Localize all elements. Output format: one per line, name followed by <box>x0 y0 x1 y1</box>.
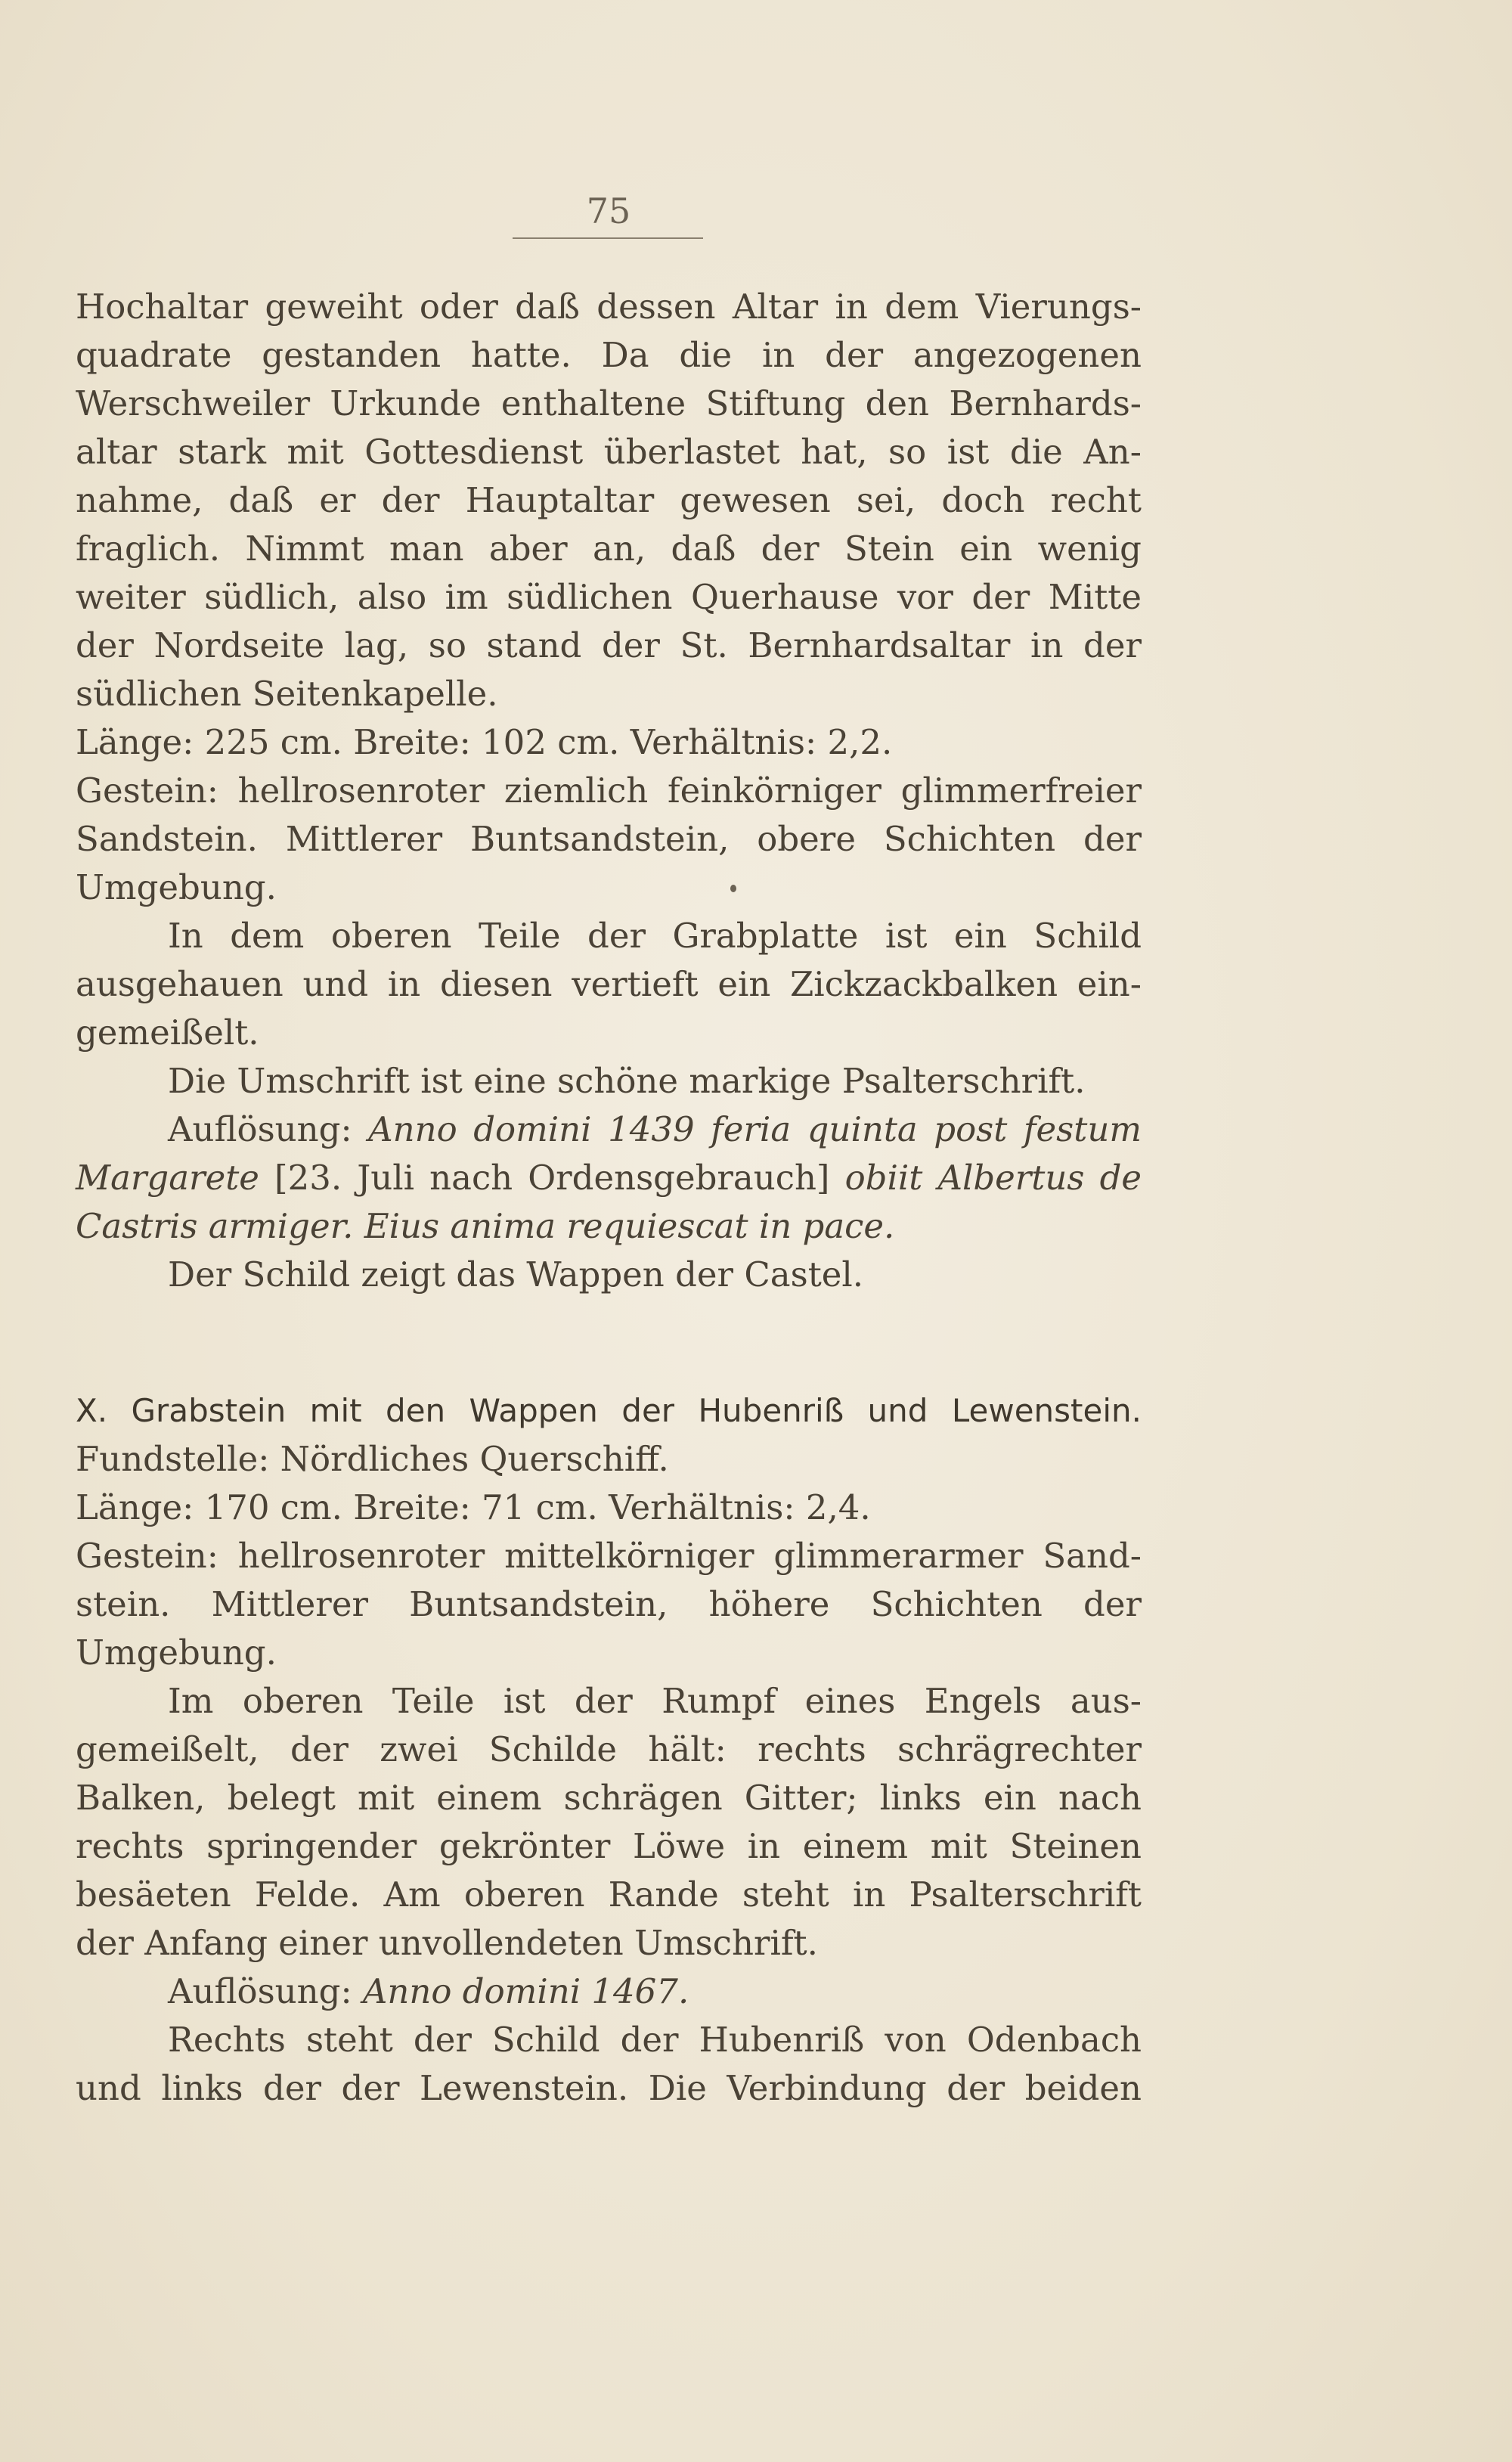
text-line: Fundstelle: Nördliches Querschiff. <box>76 1439 669 1479</box>
latin-inscription: Castris armiger. <box>76 1206 354 1246</box>
page-number-rule <box>513 237 703 239</box>
text-line: Werschweiler Urkunde enthaltene Stiftung den Bernhards- <box>76 383 1142 423</box>
text-line: Der Schild zeigt das Wappen der Castel. <box>168 1254 864 1295</box>
text-line: Balken, belegt mit einem schrägen Gitter; links ein nach <box>76 1778 1142 1818</box>
note-text: [23. Juli nach Ordensgebrauch] <box>259 1158 845 1198</box>
page-number: 75 <box>586 191 631 231</box>
text-line: und links der der Lewenstein. Die Verbindung der beiden <box>76 2068 1142 2108</box>
text-line: nahme, daß er der Hauptaltar gewesen sei, doch recht <box>76 480 1142 520</box>
latin-inscription: Eius anima requiescat in pace. <box>364 1206 895 1246</box>
text-line: In dem oberen Teile der Grabplatte ist ein Schild <box>168 916 1142 956</box>
text-line: Die Umschrift ist eine schöne markige Psalterschrift. <box>168 1061 1086 1101</box>
text-line: Gestein: hellrosenroter mittelkörniger glimmerarmer Sand- <box>76 1536 1142 1576</box>
text-line: Sandstein. Mittlerer Buntsandstein, obere Schichten der <box>76 819 1142 859</box>
inscription-line <box>76 1105 1142 1154</box>
body-text <box>76 283 1142 2113</box>
text-line: altar stark mit Gottesdienst überlastet hat, so ist die An- <box>76 432 1142 472</box>
inscription-line <box>76 1154 1142 1202</box>
text-line: Umgebung. <box>76 867 277 907</box>
text-line: ausgehauen und in diesen vertieft ein Zickzackbalken ein- <box>76 964 1142 1004</box>
text-line: Gestein: hellrosenroter ziemlich feinkörniger glimmerfreier <box>76 771 1142 811</box>
text-line: Im oberen Teile ist der Rumpf eines Engels aus- <box>168 1681 1142 1721</box>
text-line: gemeißelt, der zwei Schilde hält: rechts schrägrechter <box>76 1729 1142 1769</box>
label-text: Auflösung: <box>168 1971 363 2011</box>
text-line: stein. Mittlerer Buntsandstein, höhere Schichten der <box>76 1584 1142 1624</box>
ink-speck <box>730 885 736 892</box>
label-text: Auflösung: <box>168 1109 369 1149</box>
latin-inscription: Anno domini 1439 feria quinta post festum <box>368 1109 1142 1149</box>
text-line: fraglich. Nimmt man aber an, daß der Stein ein wenig <box>76 529 1142 569</box>
text-line: rechts springender gekrönter Löwe in einem mit Steinen <box>76 1826 1142 1866</box>
text-line: der Anfang einer unvollendeten Umschrift. <box>76 1923 818 1963</box>
text-line: der Nordseite lag, so stand der St. Bernhardsaltar in der <box>76 625 1142 665</box>
text-line: weiter südlich, also im südlichen Querhause vor der Mitte <box>76 577 1142 617</box>
measurements-line: Länge: 225 cm. Breite: 102 cm. Verhältnis: 2,2. <box>76 722 893 762</box>
latin-inscription: Anno domini 1467. <box>362 1971 689 2011</box>
section-heading: X. Grabstein mit den Wappen der Hubenriß und Lewenstein. <box>76 1392 1142 1429</box>
text-line: Rechts steht der Schild der Hubenriß von Odenbach <box>168 2020 1142 2060</box>
text-line: quadrate gestanden hatte. Da die in der angezogenen <box>76 335 1142 375</box>
measurements-line: Länge: 170 cm. Breite: 71 cm. Verhältnis: 2,4. <box>76 1487 871 1527</box>
latin-inscription: obiit Albertus de <box>844 1158 1142 1198</box>
text-line: Umgebung. <box>76 1633 277 1673</box>
text-line: südlichen Seitenkapelle. <box>76 674 498 714</box>
text-line: gemeißelt. <box>76 1012 259 1053</box>
text-line: Hochaltar geweiht oder daß dessen Altar in dem Vierungs- <box>76 287 1142 327</box>
text-line: besäeten Felde. Am oberen Rande steht in Psalterschrift <box>76 1874 1142 1915</box>
inscription-line <box>76 1202 1142 1251</box>
inscription-line <box>76 1967 1142 2016</box>
section-gap <box>76 1299 1142 1387</box>
latin-inscription: Margarete <box>76 1158 259 1198</box>
